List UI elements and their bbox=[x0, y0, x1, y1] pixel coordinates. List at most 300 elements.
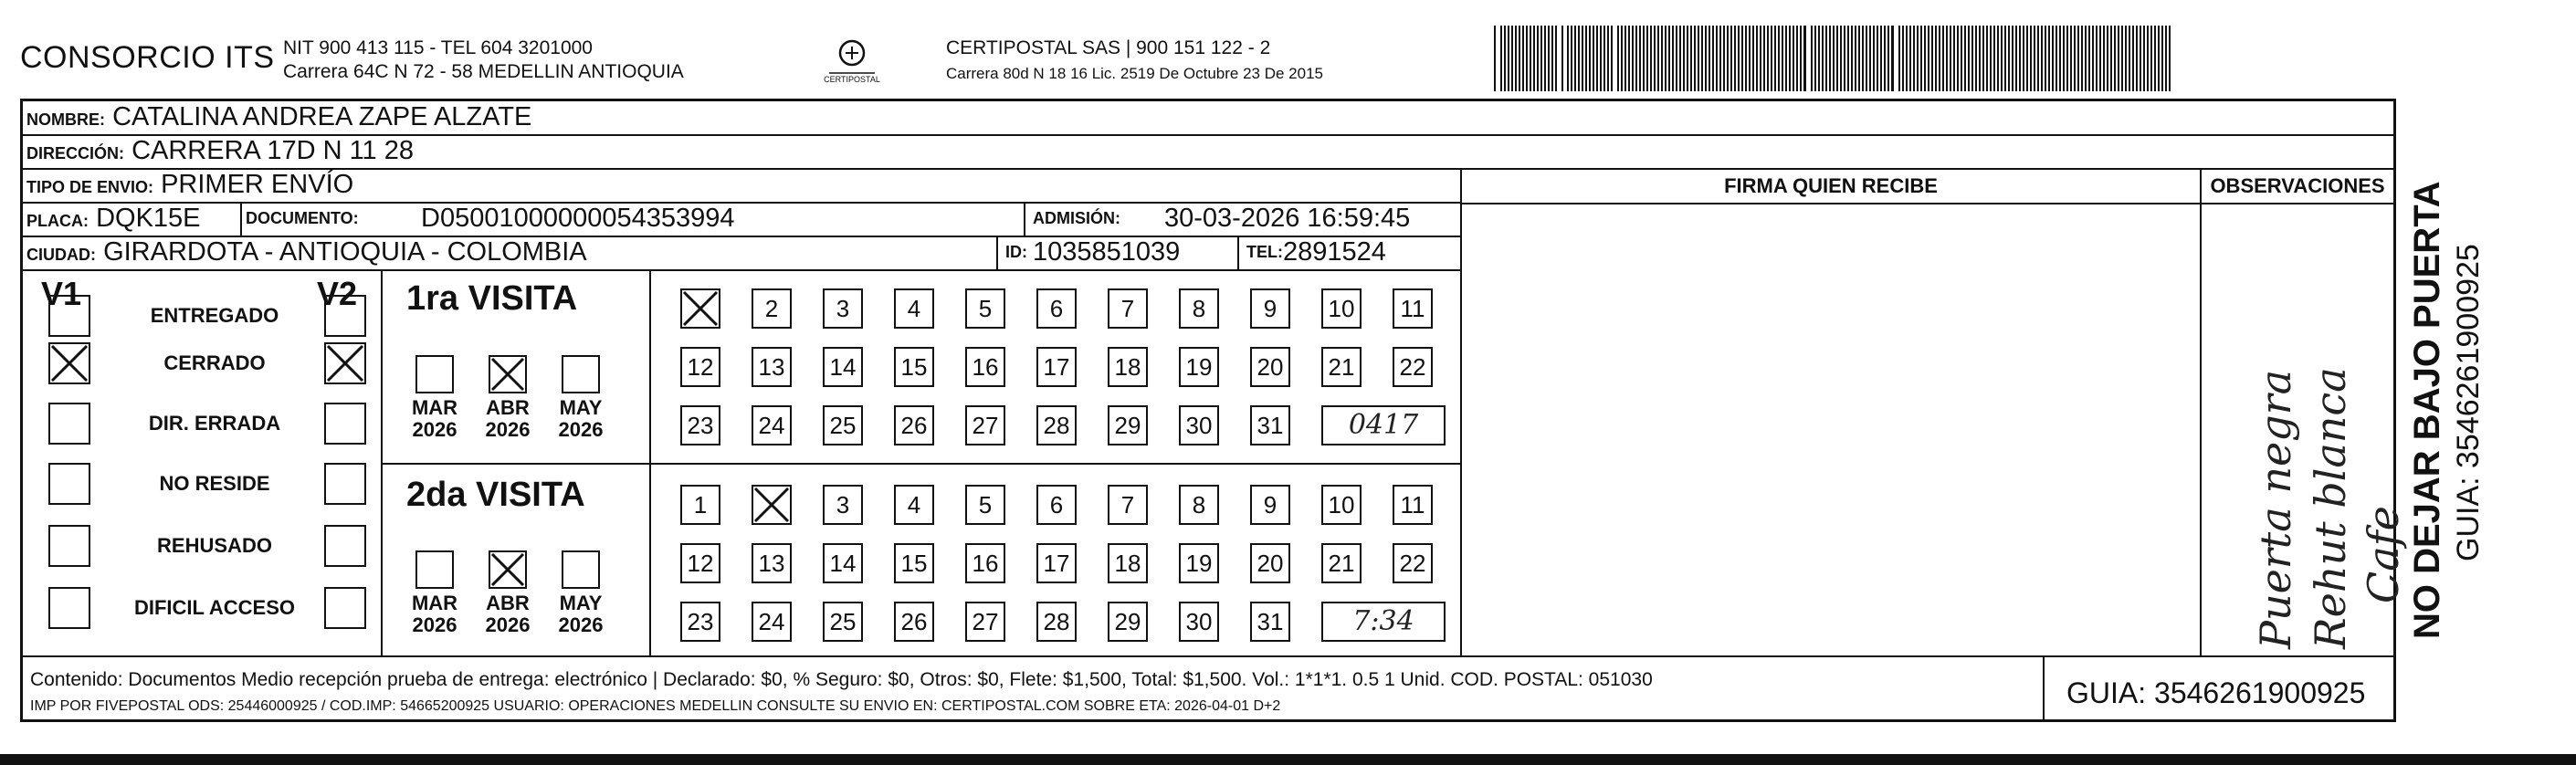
month-name: MAR bbox=[411, 592, 458, 614]
barcode-bar bbox=[1654, 26, 1656, 91]
barcode-bar bbox=[2165, 26, 2167, 91]
barcode-bar bbox=[1902, 26, 1904, 91]
barcode-bar bbox=[2099, 26, 2101, 91]
company-address: Carrera 64C N 72 - 58 MEDELLIN ANTIOQUIA bbox=[283, 61, 684, 82]
carrier-nit: CERTIPOSTAL SAS | 900 151 122 - 2 bbox=[946, 37, 1271, 58]
barcode-bar bbox=[1621, 26, 1623, 91]
carrier-address: Carrera 80d N 18 16 Lic. 2519 De Octubre 23 De 2015 bbox=[946, 65, 1323, 82]
second-visit-day-1[interactable]: 1 bbox=[680, 485, 720, 525]
first-visit-day-17[interactable]: 17 bbox=[1036, 347, 1077, 387]
barcode-bar bbox=[1887, 26, 1889, 91]
status-v2-checkbox[interactable] bbox=[324, 463, 366, 505]
barcode-bar bbox=[2140, 26, 2141, 91]
barcode-bar bbox=[2012, 26, 2013, 91]
check-mark-icon bbox=[490, 552, 525, 587]
row-nombre bbox=[23, 101, 2393, 136]
row-tipo bbox=[23, 169, 1460, 204]
first-visit-month-checkbox[interactable] bbox=[489, 355, 527, 393]
barcode-bar bbox=[2026, 26, 2028, 91]
barcode-bar bbox=[1917, 26, 1919, 91]
first-visit-day-9[interactable]: 9 bbox=[1250, 288, 1290, 329]
admision-label: ADMISIÓN: bbox=[1033, 209, 1120, 227]
barcode-bar bbox=[1698, 26, 1699, 91]
footer-print-line: IMP POR FIVEPOSTAL ODS: 25446000925 / COD.IMP: 54665200925 USUARIO: OPERACIONES MEDELLIN CONSULTE SU ENVIO EN: CERTIPOSTAL.COM SOBRE ETA: 2026-04-01 D+2 bbox=[30, 698, 1281, 714]
barcode-bar bbox=[1738, 26, 1740, 91]
barcode-bar bbox=[1814, 26, 1816, 91]
barcode-bar bbox=[1650, 26, 1652, 91]
second-visit-day-20[interactable]: 20 bbox=[1250, 543, 1290, 583]
barcode-bar bbox=[1567, 26, 1569, 91]
divider bbox=[1024, 203, 1025, 236]
first-visit-handwritten-time[interactable]: 0417 bbox=[1321, 405, 1446, 445]
barcode-bar bbox=[1730, 26, 1732, 91]
barcode-bar bbox=[1884, 26, 1886, 91]
barcode-bar bbox=[2143, 26, 2145, 91]
barcode-bar bbox=[2001, 26, 2003, 91]
first-visit-day-15[interactable]: 15 bbox=[894, 347, 934, 387]
firma-header: FIRMA QUIEN RECIBE bbox=[1724, 174, 1938, 197]
row-direccion bbox=[23, 135, 2393, 170]
month-year: 2026 bbox=[412, 418, 457, 441]
direccion-value: CARRERA 17D N 11 28 bbox=[131, 136, 414, 165]
month-name: MAY bbox=[559, 592, 603, 614]
barcode-bar bbox=[2004, 26, 2006, 91]
barcode-bar bbox=[1657, 26, 1659, 91]
barcode-bar bbox=[1574, 26, 1576, 91]
first-visit-day-23[interactable]: 23 bbox=[680, 405, 720, 445]
barcode-bar bbox=[1760, 26, 1761, 91]
barcode-bar bbox=[1628, 26, 1630, 91]
barcode-bar bbox=[1540, 26, 1542, 91]
second-visit-day-9[interactable]: 9 bbox=[1250, 485, 1290, 525]
barcode-bar bbox=[1803, 26, 1806, 91]
second-visit-day-8[interactable]: 8 bbox=[1179, 485, 1219, 525]
second-visit-day-19[interactable]: 19 bbox=[1179, 543, 1219, 583]
barcode-bar bbox=[2114, 26, 2116, 91]
barcode-bar bbox=[1957, 26, 1959, 91]
barcode-bar bbox=[1931, 26, 1933, 91]
second-visit-day-21[interactable]: 21 bbox=[1321, 543, 1362, 583]
barcode-bar bbox=[1880, 26, 1882, 91]
first-visit-day-16[interactable]: 16 bbox=[965, 347, 1005, 387]
first-visit-month-checkbox[interactable] bbox=[562, 355, 600, 393]
barcode-bar bbox=[1607, 26, 1609, 91]
firma-column-left bbox=[1460, 169, 1462, 655]
barcode-bar bbox=[2085, 26, 2087, 91]
barcode-bar bbox=[1818, 26, 1820, 91]
barcode-bar bbox=[1939, 26, 1940, 91]
barcode-bar bbox=[1971, 26, 1973, 91]
barcode-bar bbox=[1898, 26, 1900, 91]
barcode-bar bbox=[1950, 26, 1951, 91]
barcode-bar bbox=[1723, 26, 1725, 91]
second-visit-day-26[interactable]: 26 bbox=[894, 602, 934, 642]
barcode-bar bbox=[1694, 26, 1696, 91]
barcode-bar bbox=[1494, 26, 1496, 91]
first-visit-month-checkbox[interactable] bbox=[415, 355, 454, 393]
barcode-bar bbox=[1829, 26, 1831, 91]
barcode-bar bbox=[1709, 26, 1710, 91]
barcode-bar bbox=[1734, 26, 1736, 91]
handwritten-note-1: Puerta negra bbox=[2251, 369, 2300, 649]
barcode-bar bbox=[1555, 26, 1557, 91]
first-visit-day-10[interactable]: 10 bbox=[1321, 288, 1362, 329]
status-v1-checkbox[interactable] bbox=[48, 295, 90, 337]
barcode-bar bbox=[1968, 26, 1970, 91]
row-placa bbox=[23, 203, 1460, 237]
barcode-bar bbox=[1727, 26, 1729, 91]
check-mark-icon bbox=[50, 344, 89, 382]
barcode-bar bbox=[1811, 26, 1813, 91]
barcode-bar bbox=[1982, 26, 1984, 91]
barcode-bar bbox=[2088, 26, 2090, 91]
second-visit-day-25[interactable]: 25 bbox=[823, 602, 863, 642]
divider bbox=[2043, 655, 2045, 719]
barcode-bar bbox=[2107, 26, 2108, 91]
barcode-bar bbox=[1705, 26, 1707, 91]
first-visit-day-27[interactable]: 27 bbox=[965, 405, 1005, 445]
first-visit-day-1[interactable] bbox=[680, 288, 720, 329]
second-visit-month-checkbox[interactable] bbox=[415, 550, 454, 589]
barcode-bar bbox=[2125, 26, 2127, 91]
second-visit-day-7[interactable]: 7 bbox=[1108, 485, 1148, 525]
second-visit-day-15[interactable]: 15 bbox=[894, 543, 934, 583]
barcode-bar bbox=[1924, 26, 1926, 91]
barcode-bar bbox=[1771, 26, 1772, 91]
footer-content-line: Contenido: Documentos Medio recepción prueba de entrega: electrónico | Declarado: $0, % Seguro: $0, Otros: $0, Flete: $1,500, Total: $1,500. Vol.: 1*1*1. 0.5 1 Unid. COD. POSTAL: 051030 bbox=[30, 669, 1653, 690]
observaciones-column-left bbox=[2200, 169, 2202, 655]
month-name: MAR bbox=[411, 396, 458, 419]
barcode-bar bbox=[2092, 26, 2094, 91]
barcode-bar bbox=[1833, 26, 1835, 91]
barcode-bar bbox=[1519, 26, 1520, 91]
second-visit-day-2[interactable] bbox=[752, 485, 792, 525]
status-label: DIFICIL ACCESO bbox=[133, 596, 295, 619]
second-visit-day-12[interactable]: 12 bbox=[680, 543, 720, 583]
first-visit-month-label bbox=[549, 397, 613, 441]
first-visit-day-30[interactable]: 30 bbox=[1179, 405, 1219, 445]
barcode-bar bbox=[2118, 26, 2119, 91]
barcode-bar bbox=[2045, 26, 2046, 91]
barcode-bar bbox=[1891, 26, 1894, 91]
barcode-bar bbox=[2070, 26, 2072, 91]
second-visit-month-checkbox[interactable] bbox=[489, 550, 527, 589]
barcode-bar bbox=[1603, 26, 1605, 91]
barcode-bar bbox=[1522, 26, 1524, 91]
barcode-bar bbox=[1858, 26, 1860, 91]
documento-label: DOCUMENTO: bbox=[246, 209, 359, 227]
id-label: ID: bbox=[1005, 243, 1027, 261]
second-visit-day-14[interactable]: 14 bbox=[823, 543, 863, 583]
handwritten-note-3: Cafe bbox=[2359, 506, 2408, 603]
barcode-bar bbox=[2023, 26, 2024, 91]
status-v1-checkbox[interactable] bbox=[48, 463, 90, 505]
barcode-bar bbox=[2081, 26, 2083, 91]
first-visit-day-29[interactable]: 29 bbox=[1108, 405, 1148, 445]
barcode-bar bbox=[1533, 26, 1535, 91]
barcode-bar bbox=[1639, 26, 1641, 91]
barcode-bar bbox=[2147, 26, 2149, 91]
barcode-bar bbox=[2161, 26, 2163, 91]
barcode-bar bbox=[1508, 26, 1509, 91]
barcode-bar bbox=[2041, 26, 2043, 91]
barcode-bar bbox=[1990, 26, 1992, 91]
barcode-bar bbox=[1877, 26, 1878, 91]
barcode-bar bbox=[1851, 26, 1853, 91]
barcode-bar bbox=[1551, 26, 1553, 91]
second-visit-day-4[interactable]: 4 bbox=[894, 485, 934, 525]
check-mark-icon bbox=[490, 357, 525, 392]
first-visit-month-label bbox=[476, 397, 540, 441]
barcode-bar bbox=[1789, 26, 1791, 91]
month-year: 2026 bbox=[485, 613, 531, 636]
status-v1-checkbox[interactable] bbox=[48, 403, 90, 445]
barcode-bar bbox=[2074, 26, 2076, 91]
month-year: 2026 bbox=[558, 418, 604, 441]
second-visit-day-11[interactable]: 11 bbox=[1393, 485, 1433, 525]
second-visit-day-5[interactable]: 5 bbox=[965, 485, 1005, 525]
barcode-bar bbox=[2008, 26, 2010, 91]
barcode-bar bbox=[1862, 26, 1864, 91]
first-visit-day-19[interactable]: 19 bbox=[1179, 347, 1219, 387]
barcode-bar bbox=[1585, 26, 1587, 91]
barcode-bar bbox=[1611, 26, 1613, 91]
direccion-label: DIRECCIÓN: bbox=[26, 144, 124, 162]
barcode-bar bbox=[1873, 26, 1875, 91]
barcode-bar bbox=[2150, 26, 2152, 91]
ciudad-value: GIRARDOTA - ANTIOQUIA - COLOMBIA bbox=[103, 237, 587, 267]
footer-guia: GUIA: 3546261900925 bbox=[2066, 676, 2366, 709]
status-label: NO RESIDE bbox=[159, 472, 270, 495]
logo-text: CERTIPOSTAL bbox=[824, 75, 880, 84]
second-visit-day-13[interactable]: 13 bbox=[752, 543, 792, 583]
first-visit-day-18[interactable]: 18 bbox=[1108, 347, 1148, 387]
barcode-bar bbox=[1544, 26, 1546, 91]
nombre-value: CATALINA ANDREA ZAPE ALZATE bbox=[112, 102, 532, 131]
barcode-bar bbox=[1975, 26, 1977, 91]
status-label: ENTREGADO bbox=[150, 304, 279, 327]
status-v2-checkbox[interactable] bbox=[324, 295, 366, 337]
barcode-bar bbox=[1578, 26, 1580, 91]
barcode-bar bbox=[1840, 26, 1842, 91]
divider bbox=[996, 236, 998, 270]
tipo-value: PRIMER ENVÍO bbox=[161, 170, 354, 199]
first-visit-day-3[interactable]: 3 bbox=[823, 288, 863, 329]
status-label: CERRADO bbox=[163, 351, 266, 374]
first-visit-day-28[interactable]: 28 bbox=[1036, 405, 1077, 445]
barcode-bar bbox=[2096, 26, 2098, 91]
second-visit-month-label bbox=[476, 592, 540, 636]
first-visit-day-6[interactable]: 6 bbox=[1036, 288, 1077, 329]
second-visit-month-label bbox=[403, 592, 467, 636]
month-year: 2026 bbox=[412, 613, 457, 636]
barcode-bar bbox=[1800, 26, 1802, 91]
check-mark-icon bbox=[753, 487, 790, 523]
second-visit-day-16[interactable]: 16 bbox=[965, 543, 1005, 583]
nombre-label: NOMBRE: bbox=[26, 110, 105, 129]
barcode-bar bbox=[2059, 26, 2061, 91]
status-v2-checkbox[interactable] bbox=[324, 525, 366, 567]
barcode-bar bbox=[2077, 26, 2079, 91]
no-dejar-bajo-puerta: NO DEJAR BAJO PUERTA bbox=[2407, 181, 2447, 639]
delivery-form bbox=[20, 99, 2408, 722]
first-visit-day-24[interactable]: 24 bbox=[752, 405, 792, 445]
barcode-bar bbox=[1946, 26, 1948, 91]
second-visit-day-30[interactable]: 30 bbox=[1179, 602, 1219, 642]
barcode-bar bbox=[1782, 26, 1783, 91]
barcode-bar bbox=[2030, 26, 2032, 91]
placa-value: DQK15E bbox=[96, 204, 201, 233]
status-v1-checkbox[interactable] bbox=[48, 525, 90, 567]
month-year: 2026 bbox=[558, 613, 604, 636]
first-visit-day-7[interactable]: 7 bbox=[1108, 288, 1148, 329]
second-visit-day-29[interactable]: 29 bbox=[1108, 602, 1148, 642]
check-mark-icon bbox=[326, 344, 364, 382]
first-visit-day-13[interactable]: 13 bbox=[752, 347, 792, 387]
second-visit-day-22[interactable]: 22 bbox=[1393, 543, 1433, 583]
status-v2-checkbox[interactable] bbox=[324, 587, 366, 629]
month-name: MAY bbox=[559, 396, 603, 419]
barcode-bar bbox=[1593, 26, 1594, 91]
status-label: DIR. ERRADA bbox=[148, 412, 281, 435]
barcode-bar bbox=[1596, 26, 1598, 91]
barcode-bar bbox=[1716, 26, 1718, 91]
second-visit-day-10[interactable]: 10 bbox=[1321, 485, 1362, 525]
ciudad-label: CIUDAD: bbox=[26, 246, 96, 264]
month-name: ABR bbox=[486, 592, 530, 614]
barcode-bar bbox=[1624, 26, 1626, 91]
barcode-bar bbox=[1632, 26, 1634, 91]
first-visit-day-31[interactable]: 31 bbox=[1250, 405, 1290, 445]
barcode-bar bbox=[1719, 26, 1721, 91]
first-visit-day-8[interactable]: 8 bbox=[1179, 288, 1219, 329]
barcode-bar bbox=[2056, 26, 2057, 91]
barcode-bar bbox=[1548, 26, 1550, 91]
second-visit-day-3[interactable]: 3 bbox=[823, 485, 863, 525]
barcode-bar bbox=[1530, 26, 1531, 91]
first-visit-month-label bbox=[403, 397, 467, 441]
second-visit-day-28[interactable]: 28 bbox=[1036, 602, 1077, 642]
barcode-bar bbox=[1767, 26, 1769, 91]
barcode-bar bbox=[1500, 26, 1502, 91]
id-value: 1035851039 bbox=[1033, 237, 1181, 267]
first-visit-day-21[interactable]: 21 bbox=[1321, 347, 1362, 387]
barcode-bar bbox=[1778, 26, 1780, 91]
barcode-bar bbox=[1752, 26, 1754, 91]
second-visit-day-6[interactable]: 6 bbox=[1036, 485, 1077, 525]
second-visit-day-17[interactable]: 17 bbox=[1036, 543, 1077, 583]
barcode-bar bbox=[1855, 26, 1856, 91]
documento-value: D05001000000054353994 bbox=[421, 204, 735, 233]
barcode-bar bbox=[1668, 26, 1670, 91]
second-visit-day-24[interactable]: 24 bbox=[752, 602, 792, 642]
barcode-bar bbox=[1701, 26, 1703, 91]
bottom-edge bbox=[0, 754, 2576, 765]
barcode-bar bbox=[2121, 26, 2123, 91]
barcode-bar bbox=[2048, 26, 2050, 91]
second-visit-month-checkbox[interactable] bbox=[562, 550, 600, 589]
second-visit-handwritten-time[interactable]: 7:34 bbox=[1321, 602, 1446, 642]
barcode-bar bbox=[1928, 26, 1929, 91]
v2-label: V2 bbox=[317, 275, 358, 312]
first-visit-day-4[interactable]: 4 bbox=[894, 288, 934, 329]
barcode-bar bbox=[1526, 26, 1528, 91]
barcode-bar bbox=[1825, 26, 1827, 91]
status-v1-checkbox[interactable] bbox=[48, 342, 90, 384]
barcode-bar bbox=[1993, 26, 1995, 91]
barcode-bar bbox=[2019, 26, 2021, 91]
second-visit-day-31[interactable]: 31 bbox=[1250, 602, 1290, 642]
barcode-bar bbox=[2169, 26, 2171, 91]
barcode-bar bbox=[1822, 26, 1824, 91]
first-visit-day-5[interactable]: 5 bbox=[965, 288, 1005, 329]
barcode-bar bbox=[1635, 26, 1637, 91]
barcode-bar bbox=[1986, 26, 1988, 91]
tipo-label: TIPO DE ENVIO: bbox=[26, 178, 154, 196]
barcode-bar bbox=[1683, 26, 1685, 91]
status-v1-checkbox[interactable] bbox=[48, 587, 90, 629]
barcode-bar bbox=[1763, 26, 1765, 91]
barcode-bar bbox=[1646, 26, 1648, 91]
status-v2-checkbox[interactable] bbox=[324, 342, 366, 384]
check-mark-icon bbox=[682, 290, 719, 327]
first-visit-day-2[interactable]: 2 bbox=[752, 288, 792, 329]
barcode-bar bbox=[2110, 26, 2112, 91]
status-v2-checkbox[interactable] bbox=[324, 403, 366, 445]
tel-value: 2891524 bbox=[1283, 237, 1386, 267]
month-year: 2026 bbox=[485, 418, 531, 441]
second-visit-day-27[interactable]: 27 bbox=[965, 602, 1005, 642]
second-visit-day-18[interactable]: 18 bbox=[1108, 543, 1148, 583]
divider bbox=[1460, 203, 2393, 204]
tel-label: TEL: bbox=[1246, 243, 1283, 261]
barcode-bar bbox=[1745, 26, 1747, 91]
divider bbox=[381, 463, 1460, 465]
second-visit-day-23[interactable]: 23 bbox=[680, 602, 720, 642]
barcode-bar bbox=[1687, 26, 1688, 91]
barcode-bar bbox=[1844, 26, 1845, 91]
barcode-bar bbox=[1774, 26, 1776, 91]
barcode-bar bbox=[1979, 26, 1981, 91]
handwritten-note-2: Rehut blanca bbox=[2306, 367, 2355, 649]
first-visit-day-12[interactable]: 12 bbox=[680, 347, 720, 387]
company-name: CONSORCIO ITS bbox=[20, 40, 275, 75]
divider bbox=[1237, 236, 1239, 270]
divider bbox=[240, 203, 242, 236]
first-visit-day-14[interactable]: 14 bbox=[823, 347, 863, 387]
barcode-bar bbox=[1796, 26, 1798, 91]
second-visit-month-label bbox=[549, 592, 613, 636]
first-visit-day-26[interactable]: 26 bbox=[894, 405, 934, 445]
barcode-bar bbox=[1961, 26, 1962, 91]
barcode-bar bbox=[1672, 26, 1674, 91]
barcode-bar bbox=[1793, 26, 1794, 91]
first-visit-title: 1ra VISITA bbox=[406, 279, 578, 318]
barcode-bar bbox=[2132, 26, 2134, 91]
first-visit-day-22[interactable]: 22 bbox=[1393, 347, 1433, 387]
barcode-bar bbox=[1909, 26, 1911, 91]
barcode-bar bbox=[1665, 26, 1667, 91]
barcode-bar bbox=[1504, 26, 1506, 91]
barcode-bar bbox=[1756, 26, 1758, 91]
barcode-bar bbox=[2063, 26, 2065, 91]
barcode-bar bbox=[2154, 26, 2156, 91]
first-visit-day-20[interactable]: 20 bbox=[1250, 347, 1290, 387]
first-visit-day-25[interactable]: 25 bbox=[823, 405, 863, 445]
barcode-bar bbox=[1661, 26, 1663, 91]
barcode-bar bbox=[1690, 26, 1692, 91]
first-visit-day-11[interactable]: 11 bbox=[1393, 288, 1433, 329]
